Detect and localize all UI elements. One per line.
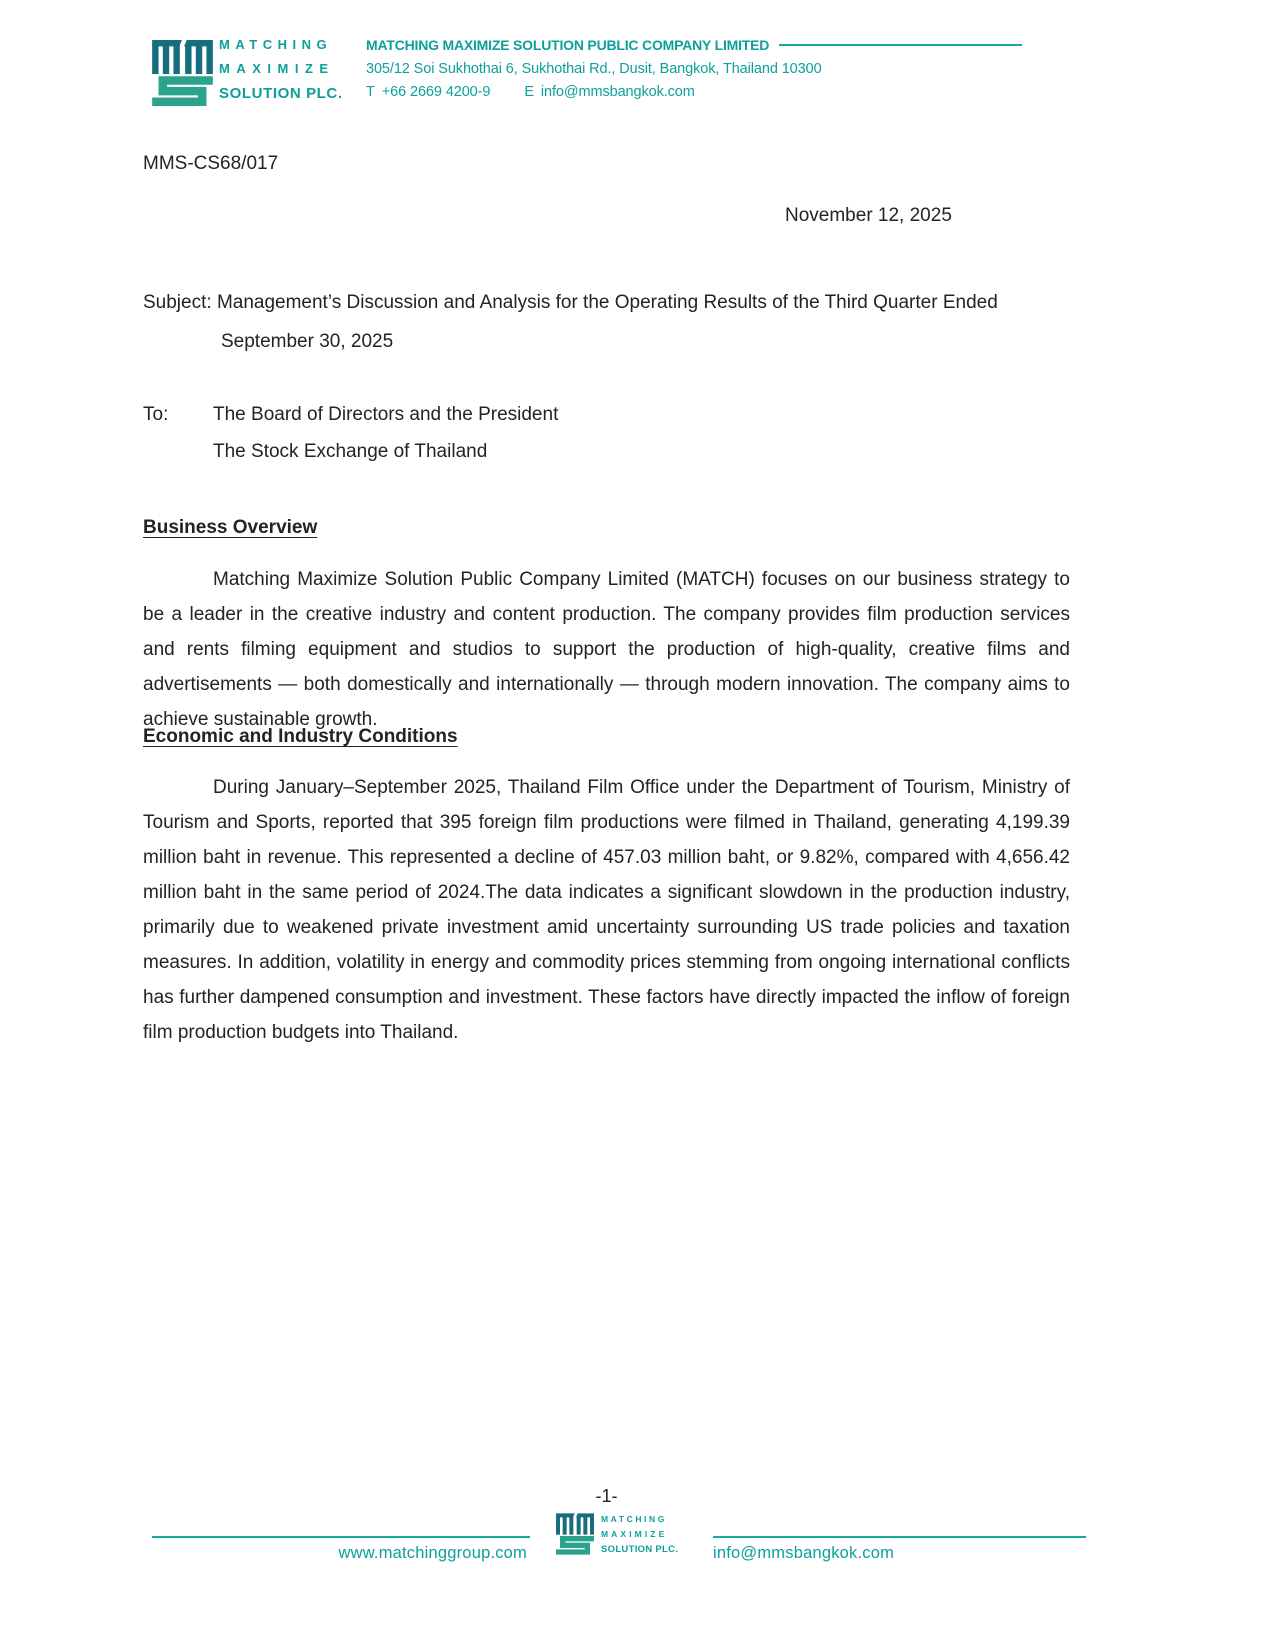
company-address: 305/12 Soi Sukhothai 6, Sukhothai Rd., Dusit, Bangkok, Thailand 10300 — [366, 61, 822, 77]
footer-rule-right — [713, 1536, 1086, 1538]
section-heading-business-overview: Business Overview — [143, 517, 318, 538]
section-paragraph-business-overview: Matching Maximize Solution Public Company Limited (MATCH) focuses on our business strategy to be a leader in the creative industry and content production. The company provides film production services and rents filming equipment and studios to support the production of high-quality, creative films and advertisements — both domestically and internationally — through modern innovation. The company aims to achieve sustainable growth. — [143, 569, 1070, 730]
company-wordmark — [219, 33, 343, 106]
phone-label: T — [366, 84, 375, 100]
to-label: To: — [143, 404, 169, 425]
footer-website: www.matchinggroup.com — [338, 1544, 527, 1562]
page-number: -1- — [595, 1486, 618, 1506]
footer-rule-left — [152, 1536, 530, 1538]
letter-date: November 12, 2025 — [785, 205, 952, 226]
header-rule — [779, 44, 1022, 46]
phone-number: +66 2669 4200-9 — [381, 84, 491, 100]
letterhead-right — [366, 33, 1022, 104]
subject-text: Management’s Discussion and Analysis for the Operating Results of the Third Quarter Ended — [216, 292, 998, 313]
company-contact — [366, 81, 1022, 104]
footer-wordmark — [601, 1512, 678, 1558]
subject-label: Subject: — [143, 292, 212, 313]
section-paragraph-economic-conditions: During January–September 2025, Thailand Film Office under the Department of Tourism, Ministry of Tourism and Sports, reported that 395 foreign film productions were filmed in Thailand, generating 4,199.39 million baht in revenue. This represented a decline of 457.03 million baht, or 9.82%, compared with 4,656.42 million baht in the same period of 2024.The data indicates a significant slowdown in the production industry, primarily due to weakened private investment amid uncertainty surrounding US trade policies and taxation measures. In addition, volatility in energy and commodity prices stemming from ongoing international conflicts has further dampened consumption and investment. These factors have directly impacted the inflow of foreign film production budgets into Thailand. — [143, 777, 1070, 1043]
wordmark-solution: SOLUTION PLC. — [219, 85, 343, 102]
wordmark-matching: MATCHING — [219, 37, 333, 52]
subject-date: September 30, 2025 — [221, 331, 394, 352]
recipient-lines — [213, 396, 558, 470]
recipient-line: The Stock Exchange of Thailand — [213, 441, 488, 462]
footer-email: info@mmsbangkok.com — [713, 1544, 895, 1562]
footer-wordmark-solution: SOLUTION PLC. — [601, 1544, 679, 1555]
company-full-name: MATCHING MAXIMIZE SOLUTION PUBLIC COMPANY LIMITED — [366, 37, 770, 53]
email-label: E — [524, 84, 534, 100]
footer-wordmark-maximize: MAXIMIZE — [601, 1529, 668, 1539]
company-logo-icon — [152, 40, 213, 111]
footer-logo-icon — [556, 1513, 594, 1560]
recipient-line: The Board of Directors and the President — [213, 404, 559, 425]
reference-number: MMS-CS68/017 — [143, 153, 279, 174]
subject-block — [143, 283, 1148, 361]
wordmark-maximize: MAXIMIZE — [219, 61, 335, 76]
section-heading-economic-conditions: Economic and Industry Conditions — [143, 726, 458, 747]
email-address: info@mmsbangkok.com — [540, 84, 695, 100]
footer-wordmark-matching: MATCHING — [601, 1514, 667, 1524]
recipient-block — [143, 396, 1070, 470]
